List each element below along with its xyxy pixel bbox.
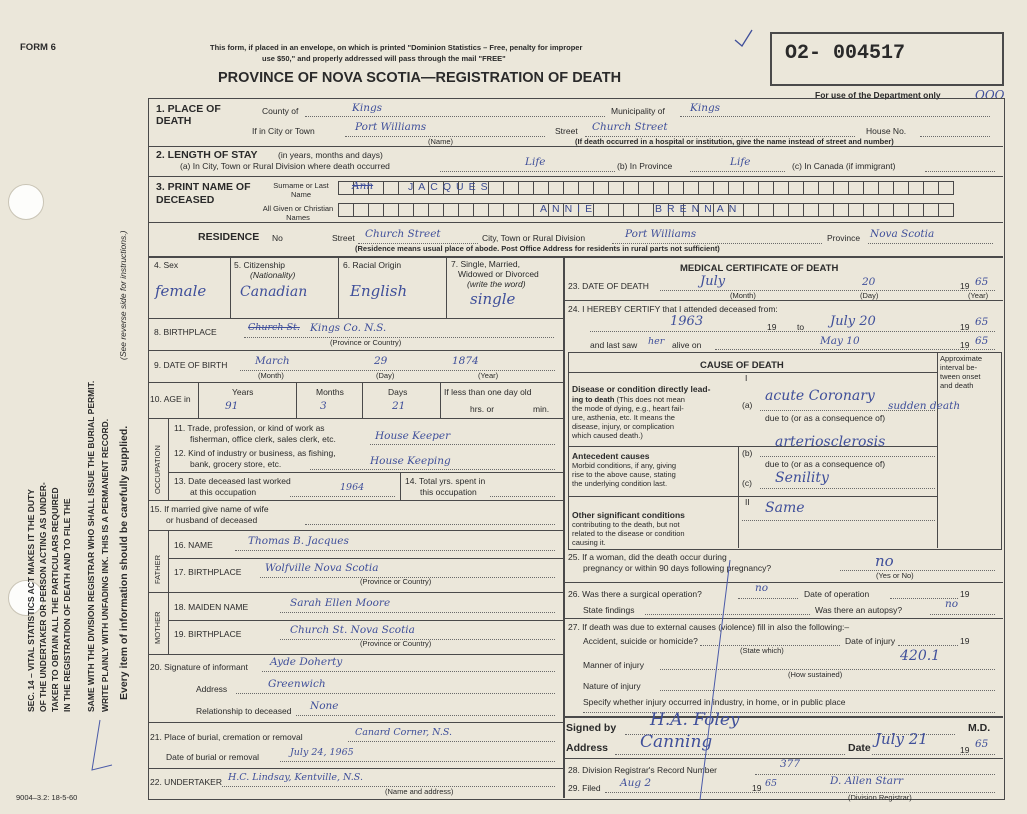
disease-note-3: ure, asthenia, etc. It means the — [572, 413, 675, 422]
last-worked-value: 1964 — [340, 482, 365, 493]
address-label: Address — [566, 742, 609, 754]
other-title: Other significant conditions — [572, 510, 685, 520]
death-year: 65 — [975, 276, 989, 288]
father-birthplace: Wolfville Nova Scotia — [265, 562, 379, 574]
due-to-a: due to (or as a consequence of) — [765, 413, 886, 423]
antecedent-note-2: rise to the above cause, stating — [572, 470, 676, 479]
state-findings-label: State findings — [583, 605, 635, 615]
months-value: 3 — [320, 400, 327, 412]
form-label: FORM 6 — [20, 42, 56, 53]
residence-label: RESIDENCE — [198, 231, 260, 243]
death-day-hint: (Day) — [860, 291, 879, 300]
mail-notice: This form, if placed in an envelope, on which is printed "Dominion Statistics – Free, penalty for improper — [210, 43, 583, 52]
registration-number: O2- 004517 — [785, 42, 906, 65]
age-label: 10. AGE in — [150, 394, 191, 404]
residence-province: Nova Scotia — [870, 228, 935, 240]
months-label: Months — [316, 387, 344, 397]
certify-label: 24. I HEREBY CERTIFY that I attended deceased from: — [568, 304, 778, 314]
attended-to-year: 65 — [975, 316, 989, 328]
date-label: Date — [848, 742, 871, 754]
cause-title: CAUSE OF DEATH — [700, 360, 784, 371]
house-label: House No. — [866, 126, 907, 136]
alive-19: 19 — [960, 340, 970, 350]
q15-label: 15. If married give name of wife — [150, 504, 269, 514]
surname-value: JACQUES — [408, 181, 493, 193]
city-label: If in City or Town — [252, 126, 315, 136]
q13-label-2: at this occupation — [190, 487, 257, 497]
informant-address-label: Address — [196, 684, 228, 694]
interval-line-2: interval be- — [940, 363, 978, 372]
cause-a-label: (a) — [742, 400, 753, 410]
antecedent-note-3: the underlying condition last. — [572, 479, 668, 488]
attended-to: July 20 — [830, 314, 876, 329]
md-label: M.D. — [968, 722, 991, 734]
q25-label: 25. If a woman, did the death occur during — [568, 552, 727, 562]
residence-no-label: No — [272, 233, 283, 243]
cause-b: arteriosclerosis — [775, 434, 886, 450]
attended-to-19: 19 — [960, 322, 970, 332]
pen-stroke — [700, 560, 730, 800]
pen-stroke — [92, 720, 112, 770]
marital-label-2: Widowed or Divorced — [458, 269, 539, 279]
signed-19: 19 — [960, 745, 970, 755]
q11-label: 11. Trade, profession, or kind of work as — [174, 423, 325, 433]
q15-label-2: or husband of deceased — [166, 515, 258, 525]
stay-a-value: Life — [525, 156, 546, 168]
interval-line-1: Approximate — [940, 354, 983, 363]
death-day: 20 — [862, 276, 876, 288]
dob-month-hint: (Month) — [258, 371, 284, 380]
days-label: Days — [388, 387, 408, 397]
due-to-b: due to (or as a consequence of) — [765, 459, 886, 469]
residence-street-label: Street — [332, 233, 355, 243]
nature-label: Nature of injury — [583, 681, 641, 691]
act-line-6: WRITE PLAINLY WITH UNFADING INK. THIS IS A PERMANENT RECORD. — [100, 418, 110, 712]
dob-year: 1874 — [452, 355, 479, 367]
sex-label: 4. Sex — [154, 260, 179, 270]
years-value: 91 — [225, 400, 239, 412]
municipality-label: Municipality of — [611, 106, 665, 116]
form-code: 9004–3.2: 18-5-60 — [16, 793, 78, 802]
cause-c-label: (c) — [742, 478, 752, 488]
attended-from: 1963 — [670, 314, 704, 329]
mother-side-label: MOTHER — [153, 611, 162, 644]
signed-date: July 21 — [875, 730, 928, 748]
informant-label: 20. Signature of informant — [150, 662, 248, 672]
cause-code: 420.1 — [900, 648, 941, 664]
department-use: For use of the Department only — [815, 90, 941, 100]
racial-value: English — [350, 282, 408, 300]
alive-date: May 10 — [820, 335, 860, 347]
department-codes: OOO — [975, 88, 1005, 102]
given-name-1: ANNIE — [540, 203, 598, 215]
industry-value: House Keeping — [370, 455, 451, 467]
name-hint: (Name) — [428, 137, 454, 146]
informant-signature: Ayde Doherty — [270, 656, 343, 668]
father-bp-label: 17. BIRTHPLACE — [174, 567, 242, 577]
other-note-2: related to the disease or condition — [572, 529, 685, 538]
q27-label: 27. If death was due to external causes (violence) fill in also the following:– — [568, 622, 850, 632]
q14-label: 14. Total yrs. spent in — [405, 476, 486, 486]
death-month-hint: (Month) — [730, 291, 756, 300]
surname-label: Surname or Last Name — [273, 181, 329, 199]
act-line-5: SAME WITH THE DIVISION REGISTRAR WHO SHALL ISSUE THE BURIAL PERMIT. — [86, 380, 96, 712]
dob-month: March — [255, 355, 290, 367]
citizenship-label: 5. Citizenship — [234, 260, 286, 270]
registrar-signature: D. Allen Starr — [830, 775, 904, 787]
death-month: July — [700, 274, 726, 289]
filed-19: 19 — [752, 783, 762, 793]
stay-c-label: (c) In Canada (if immigrant) — [792, 161, 896, 171]
cause-c: Senility — [775, 470, 829, 486]
marital-value: single — [470, 290, 516, 308]
burial-date-label: Date of burial or removal — [166, 752, 260, 762]
dob-day-hint: (Day) — [376, 371, 395, 380]
act-line-3: TAKER TO OBTAIN ALL THE PARTICULARS REQUIRED — [50, 487, 60, 712]
street-label: Street — [555, 126, 578, 136]
surname-struck: Ann — [352, 180, 374, 192]
record-number: 377 — [780, 758, 801, 770]
antecedent-note-1: Morbid conditions, if any, giving — [572, 461, 677, 470]
residence-note: (Residence means usual place of abode. Post Office Address for residents in rural parts not sufficient) — [355, 244, 720, 253]
hospital-note: (If death occurred in a hospital or institution, give the name instead of street and number) — [575, 137, 894, 146]
act-line-4: IN THE REGISTRATION OF DEATH AND TO FILE THE — [62, 498, 72, 712]
interval-line-3: tween onset — [940, 372, 981, 381]
dob-day: 29 — [374, 355, 388, 367]
dob-year-hint: (Year) — [478, 371, 499, 380]
pregnancy-value: no — [875, 552, 894, 570]
disease-title: Disease or condition directly lead- — [572, 384, 711, 394]
municipality-value: Kings — [690, 102, 721, 114]
marital-label-3: (write the word) — [467, 279, 526, 289]
informant-address: Greenwich — [268, 678, 326, 690]
cause-a: acute Coronary — [765, 388, 875, 404]
q13-label: 13. Date deceased last worked — [174, 476, 291, 486]
operation-19: 19 — [960, 589, 970, 599]
burial-place: Canard Corner, N.S. — [355, 727, 453, 738]
accident-label: Accident, suicide or homicide? — [583, 636, 698, 646]
sex-value: female — [155, 282, 207, 300]
other-value: Same — [765, 500, 805, 516]
death-year-prefix: 19 — [960, 281, 970, 291]
burial-place-label: 21. Place of burial, cremation or removal — [150, 732, 303, 742]
birthplace-value: Kings Co. N.S. — [310, 322, 387, 334]
mother-bp-hint: (Province or Country) — [360, 639, 432, 648]
act-line-1: SEC. 14 – VITAL STATISTICS ACT MAKES IT THE DUTY — [26, 489, 36, 712]
undertaker-label: 22. UNDERTAKER — [150, 777, 222, 787]
date-of-death-label: 23. DATE OF DEATH — [568, 281, 649, 291]
signed-by-label: Signed by — [566, 722, 617, 734]
birthplace-struck: Church St. — [248, 322, 300, 333]
q12-label-2: bank, grocery store, etc. — [190, 459, 282, 469]
racial-label: 6. Racial Origin — [343, 260, 402, 270]
county-label: County of — [262, 106, 299, 116]
print-name-label: 3. PRINT NAME OF DECEASED — [156, 181, 251, 206]
filed-label: 29. Filed — [568, 783, 601, 793]
part-two: II — [745, 497, 750, 507]
cause-a-interval: sudden death — [888, 400, 961, 412]
q11-label-2: fisherman, office clerk, sales clerk, etc. — [190, 434, 336, 444]
mother-maiden-label: 18. MAIDEN NAME — [174, 602, 249, 612]
registrar-hint: (Division Registrar) — [848, 793, 912, 802]
check-mark — [735, 30, 752, 46]
every-item-note: Every item of information should be carefully supplied. — [118, 425, 130, 700]
signed-year: 65 — [975, 738, 989, 750]
alive-on-label: alive on — [672, 340, 702, 350]
date-injury-label: Date of injury — [845, 636, 896, 646]
father-name-label: 16. NAME — [174, 540, 213, 550]
manner-label: Manner of injury — [583, 660, 644, 670]
given-label: All Given or Christian Names — [262, 204, 334, 222]
act-line-2: OF THE UNDERTAKER OR PERSON ACTING AS UNDER- — [38, 482, 48, 712]
autopsy-label: Was there an autopsy? — [815, 605, 903, 615]
stay-b-label: (b) In Province — [617, 161, 673, 171]
interval-line-4: and death — [940, 381, 974, 390]
form-title: PROVINCE OF NOVA SCOTIA—REGISTRATION OF DEATH — [218, 70, 622, 86]
length-of-stay-label: 2. LENGTH OF STAY — [156, 149, 258, 161]
physician-signature: H.A. Foley — [650, 710, 740, 730]
disease-note-5: which caused death.) — [572, 431, 643, 440]
q14-label-2: this occupation — [420, 487, 477, 497]
alive-year: 65 — [975, 335, 989, 347]
physician-address: Canning — [640, 732, 713, 752]
less-than-day: If less than one day old — [444, 387, 532, 397]
disease-note-2: the mode of dying, e.g., heart fail- — [572, 404, 684, 413]
min-label: min. — [533, 404, 550, 414]
death-year-hint: (Year) — [968, 291, 989, 300]
state-which-hint: (State which) — [740, 646, 784, 655]
date-operation-label: Date of operation — [804, 589, 870, 599]
filed-date: Aug 2 — [620, 777, 652, 789]
days-value: 21 — [392, 400, 406, 412]
cause-b-label: (b) — [742, 448, 753, 458]
years-label: Years — [232, 387, 254, 397]
residence-city: Port Williams — [625, 228, 697, 240]
mother-bp-label: 19. BIRTHPLACE — [174, 629, 242, 639]
attended-to-label: to — [797, 322, 805, 332]
mother-maiden-name: Sarah Ellen Moore — [290, 597, 391, 609]
specify-label: Specify whether injury occurred in industry, in home, or in public place — [583, 697, 846, 707]
birthplace-label: 8. BIRTHPLACE — [154, 327, 217, 337]
burial-date: July 24, 1965 — [290, 747, 354, 758]
residence-province-label: Province — [827, 233, 861, 243]
undertaker-value: H.C. Lindsay, Kentville, N.S. — [228, 772, 363, 783]
marital-label: 7. Single, Married, — [451, 259, 520, 269]
city-value: Port Williams — [355, 121, 427, 133]
residence-street: Church Street — [365, 228, 441, 240]
stay-a-label: (a) In City, Town or Rural Division where death occurred — [180, 161, 390, 171]
relationship-value: None — [310, 700, 339, 712]
father-side-label: FATHER — [153, 554, 162, 584]
q12-label: 12. Kind of industry or business, as fishing, — [174, 448, 336, 458]
last-saw-her: her — [648, 336, 665, 347]
operation-value: no — [755, 582, 769, 594]
disease-note-1: (This does not mean — [616, 395, 685, 404]
other-note-3: causing it. — [572, 538, 606, 547]
autopsy-value: no — [945, 598, 959, 610]
antecedent-title: Antecedent causes — [572, 451, 650, 461]
record-number-label: 28. Division Registrar's Record Number — [568, 765, 718, 775]
reverse-note: (See reverse side for instructions.) — [118, 230, 128, 360]
last-saw-label: and last saw — [590, 340, 638, 350]
part-one: I — [745, 373, 748, 383]
occupation-side-label: OCCUPATION — [153, 445, 162, 494]
county-value: Kings — [352, 102, 383, 114]
yes-no-hint: (Yes or No) — [876, 571, 914, 580]
given-name-2: BRENNAN — [655, 203, 742, 215]
street-value: Church Street — [592, 121, 668, 133]
attended-19: 19 — [767, 322, 777, 332]
filed-year: 65 — [765, 778, 778, 789]
father-bp-hint: (Province or Country) — [360, 577, 432, 586]
hrs-label: hrs. or — [470, 404, 495, 414]
stay-b-value: Life — [730, 156, 751, 168]
injury-19: 19 — [960, 636, 970, 646]
disease-title-2: ing to death — [572, 395, 615, 404]
occupation-value: House Keeper — [375, 430, 451, 442]
citizenship-hint: (Nationality) — [250, 270, 296, 280]
medical-title: MEDICAL CERTIFICATE OF DEATH — [680, 263, 839, 274]
disease-note-4: disease, injury, or complication — [572, 422, 674, 431]
father-name: Thomas B. Jacques — [248, 535, 349, 547]
q26-label: 26. Was there a surgical operation? — [568, 589, 702, 599]
dob-label: 9. DATE OF BIRTH — [154, 360, 228, 370]
stay-hint: (in years, months and days) — [278, 150, 383, 160]
mail-notice-2: use $50," and properly addressed will pass through the mail "FREE" — [262, 54, 506, 63]
how-sustained-hint: (How sustained) — [788, 670, 843, 679]
citizenship-value: Canadian — [240, 284, 308, 300]
mother-birthplace: Church St. Nova Scotia — [290, 624, 415, 636]
residence-city-label: City, Town or Rural Division — [482, 233, 586, 243]
other-note-1: contributing to the death, but not — [572, 520, 680, 529]
undertaker-hint: (Name and address) — [385, 787, 454, 796]
birthplace-hint: (Province or Country) — [330, 338, 402, 347]
place-of-death-label: 1. PLACE OF DEATH — [156, 103, 221, 127]
relationship-label: Relationship to deceased — [196, 706, 292, 716]
q25-label-2: pregnancy or within 90 days following pregnancy? — [583, 563, 772, 573]
